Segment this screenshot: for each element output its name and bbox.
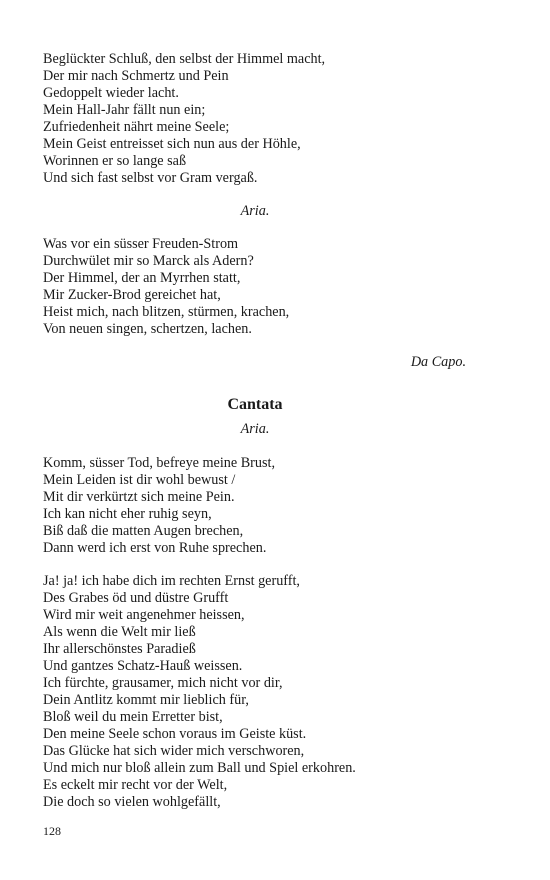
verse-line: Ich fürchte, grausamer, mich nicht vor dir, (43, 675, 283, 691)
verse-line: Als wenn die Welt mir ließ (43, 624, 196, 640)
verse-line: Mit dir verkürtzt sich meine Pein. (43, 489, 235, 505)
verse-line: Und mich nur bloß allein zum Ball und Spiel erkohren. (43, 760, 356, 776)
verse-line: Und sich fast selbst vor Gram vergaß. (43, 170, 258, 186)
verse-line: Mein Leiden ist dir wohl bewust / (43, 472, 236, 488)
verse-line: Dein Antlitz kommt mir lieblich für, (43, 692, 249, 708)
verse-line: Dann werd ich erst von Ruhe sprechen. (43, 540, 267, 556)
verse-line: Durchwület mir so Marck als Adern? (43, 253, 254, 269)
verse-line: Der mir nach Schmertz und Pein (43, 68, 229, 84)
verse-line: Mein Hall-Jahr fällt nun ein; (43, 102, 206, 118)
verse-line: Ihr allerschönstes Paradieß (43, 641, 196, 657)
verse-line: Komm, süsser Tod, befreye meine Brust, (43, 455, 276, 471)
verse-line: Des Grabes öd und düstre Grufft (43, 590, 229, 606)
verse-line: Von neuen singen, schertzen, lachen. (43, 321, 252, 337)
verse-line: Den meine Seele schon voraus im Geiste küst. (43, 726, 307, 742)
verse-line: Zufriedenheit nährt meine Seele; (43, 119, 230, 135)
verse-line: Wird mir weit angenehmer heissen, (43, 607, 245, 623)
verse-line: Der Himmel, der an Myrrhen statt, (43, 270, 241, 286)
verse-line: Und gantzes Schatz-Hauß weissen. (43, 658, 243, 674)
verse-line: Bloß weil du mein Erretter bist, (43, 709, 223, 725)
verse-line: Heist mich, nach blitzen, stürmen, krachen, (43, 304, 290, 320)
verse-line: Worinnen er so lange saß (43, 153, 187, 169)
section-heading: Cantata (227, 396, 283, 413)
aria-label: Aria. (240, 203, 270, 219)
verse-line: Es eckelt mir recht vor der Welt, (43, 777, 228, 793)
verse-line: Das Glücke hat sich wider mich verschworen, (43, 743, 305, 759)
verse-line: Die doch so vielen wohlgefällt, (43, 794, 221, 810)
verse-line: Ja! ja! ich habe dich im rechten Ernst gerufft, (43, 573, 300, 589)
verse-line: Gedoppelt wieder lacht. (43, 85, 179, 101)
verse-line: Ich kan nicht eher ruhig seyn, (43, 506, 212, 522)
verse-line: Biß daß die matten Augen brechen, (43, 523, 244, 539)
verse-line: Mir Zucker-Brod gereichet hat, (43, 287, 221, 303)
page-number: 128 (43, 824, 61, 838)
verse-line: Mein Geist entreisset sich nun aus der Höhle, (43, 136, 301, 152)
da-capo-marking: Da Capo. (410, 354, 466, 370)
verse-line: Beglückter Schluß, den selbst der Himmel macht, (43, 51, 326, 67)
aria-label: Aria. (240, 421, 270, 437)
verse-line: Was vor ein süsser Freuden-Strom (43, 236, 239, 252)
